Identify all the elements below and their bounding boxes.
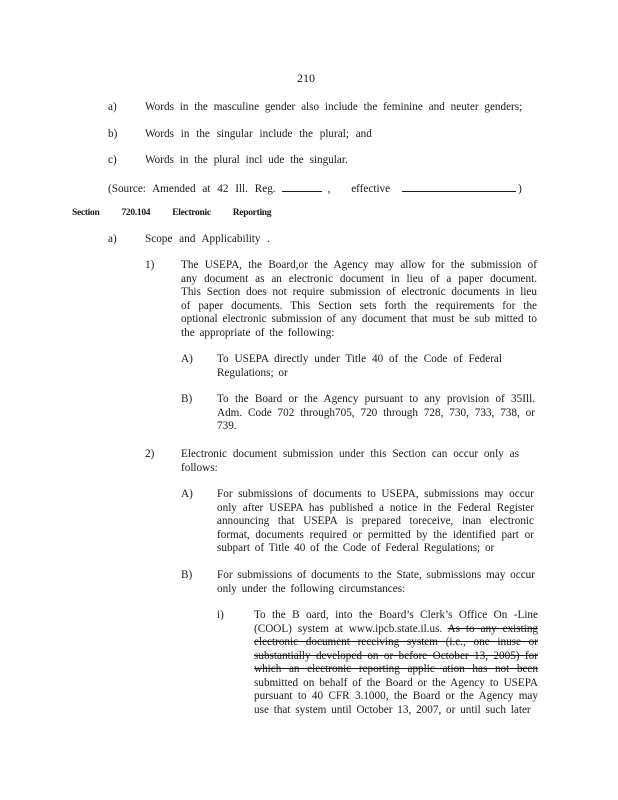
para-2B-text: For submissions of documents to the State, submissions may occur only under the following circumstances: — [217, 569, 535, 595]
para-2B-label: B) — [181, 569, 193, 581]
scope-text: Scope and Applicability . — [145, 233, 271, 245]
para-1B-text: To the Board or the Agency pursuant to any provision of 35Ill. Adm. Code 702 through705, 720 through 728, 730, 733, 738, or 739. — [217, 393, 535, 432]
para-2A-label: A) — [181, 488, 193, 500]
section-number: 720.104 — [121, 208, 151, 218]
item-a-text: Words in the masculine gender also include the feminine and neuter genders; — [145, 101, 523, 113]
scope-label: a) — [108, 233, 117, 245]
para-2-text: Electronic document submission under this Section can occur only as follows: — [181, 448, 519, 474]
item-c-text: Words in the plural incl ude the singular. — [145, 154, 348, 166]
para-2Bi-text — [254, 609, 538, 717]
item-b-text: Words in the singular include the plural; and — [145, 128, 372, 140]
source-blank-date — [402, 181, 516, 192]
para-2-label: 2) — [145, 448, 155, 460]
para-2Bi-label: i) — [217, 609, 224, 621]
para-2Bi-after: submitted on behalf of the Board or the Agency to USEPA pursuant to 40 CFR 3.1000, the Board or the Agency may use that system until October 13, 2007, or until such later — [254, 676, 538, 716]
para-2Bi-struck: As to any existing electronic document receiving system (i.e., one inuse or substantially developed on or before October 13, 2005) for which an electronic reporting applic ation has not been — [254, 622, 539, 675]
para-2Bi-normal: To the B oard, into the Board’s Clerk’s Office On -Line (COOL) system at www.ipcb.state.il.us. — [254, 609, 538, 635]
source-comma: , — [327, 183, 331, 195]
item-b-label: b) — [108, 128, 118, 140]
source-prefix: (Source: Amended at 42 Ill. Reg. — [108, 183, 276, 195]
para-1-label: 1) — [145, 259, 155, 271]
para-1A-label: A) — [181, 353, 193, 365]
section-word: Section — [72, 208, 100, 218]
source-close: ) — [518, 183, 522, 195]
para-1A-text: To USEPA directly under Title 40 of the Code of Federal Regulations; or — [217, 353, 502, 379]
section-heading — [72, 207, 293, 221]
source-blank-reg — [282, 181, 322, 192]
section-title-1: Electronic — [172, 208, 211, 218]
page-number: 210 — [297, 71, 315, 85]
source-note — [108, 181, 522, 197]
source-effective: effective — [351, 183, 391, 195]
para-1-text: The USEPA, the Board,or the Agency may allow for the submission of any document as an electronic document in lieu of a paper document. This Section does not require submission of electronic documents in lieu of paper documents. This Section sets forth the requirements for the optional electronic submission of any document that must be sub mitted to the appropriate of the following: — [181, 259, 537, 339]
item-c-label: c) — [108, 154, 117, 166]
para-2A-text: For submissions of documents to USEPA, submissions may occur only after USEPA has published a notice in the Federal Register announcing that USEPA is prepared toreceive, inan electronic format, documents required or permitted by the identified part or subpart of Title 40 of the Code of Federal Regulations; or — [217, 488, 534, 554]
para-1B-label: B) — [181, 393, 193, 405]
item-a-label: a) — [108, 101, 117, 113]
section-title-2: Reporting — [232, 208, 272, 218]
